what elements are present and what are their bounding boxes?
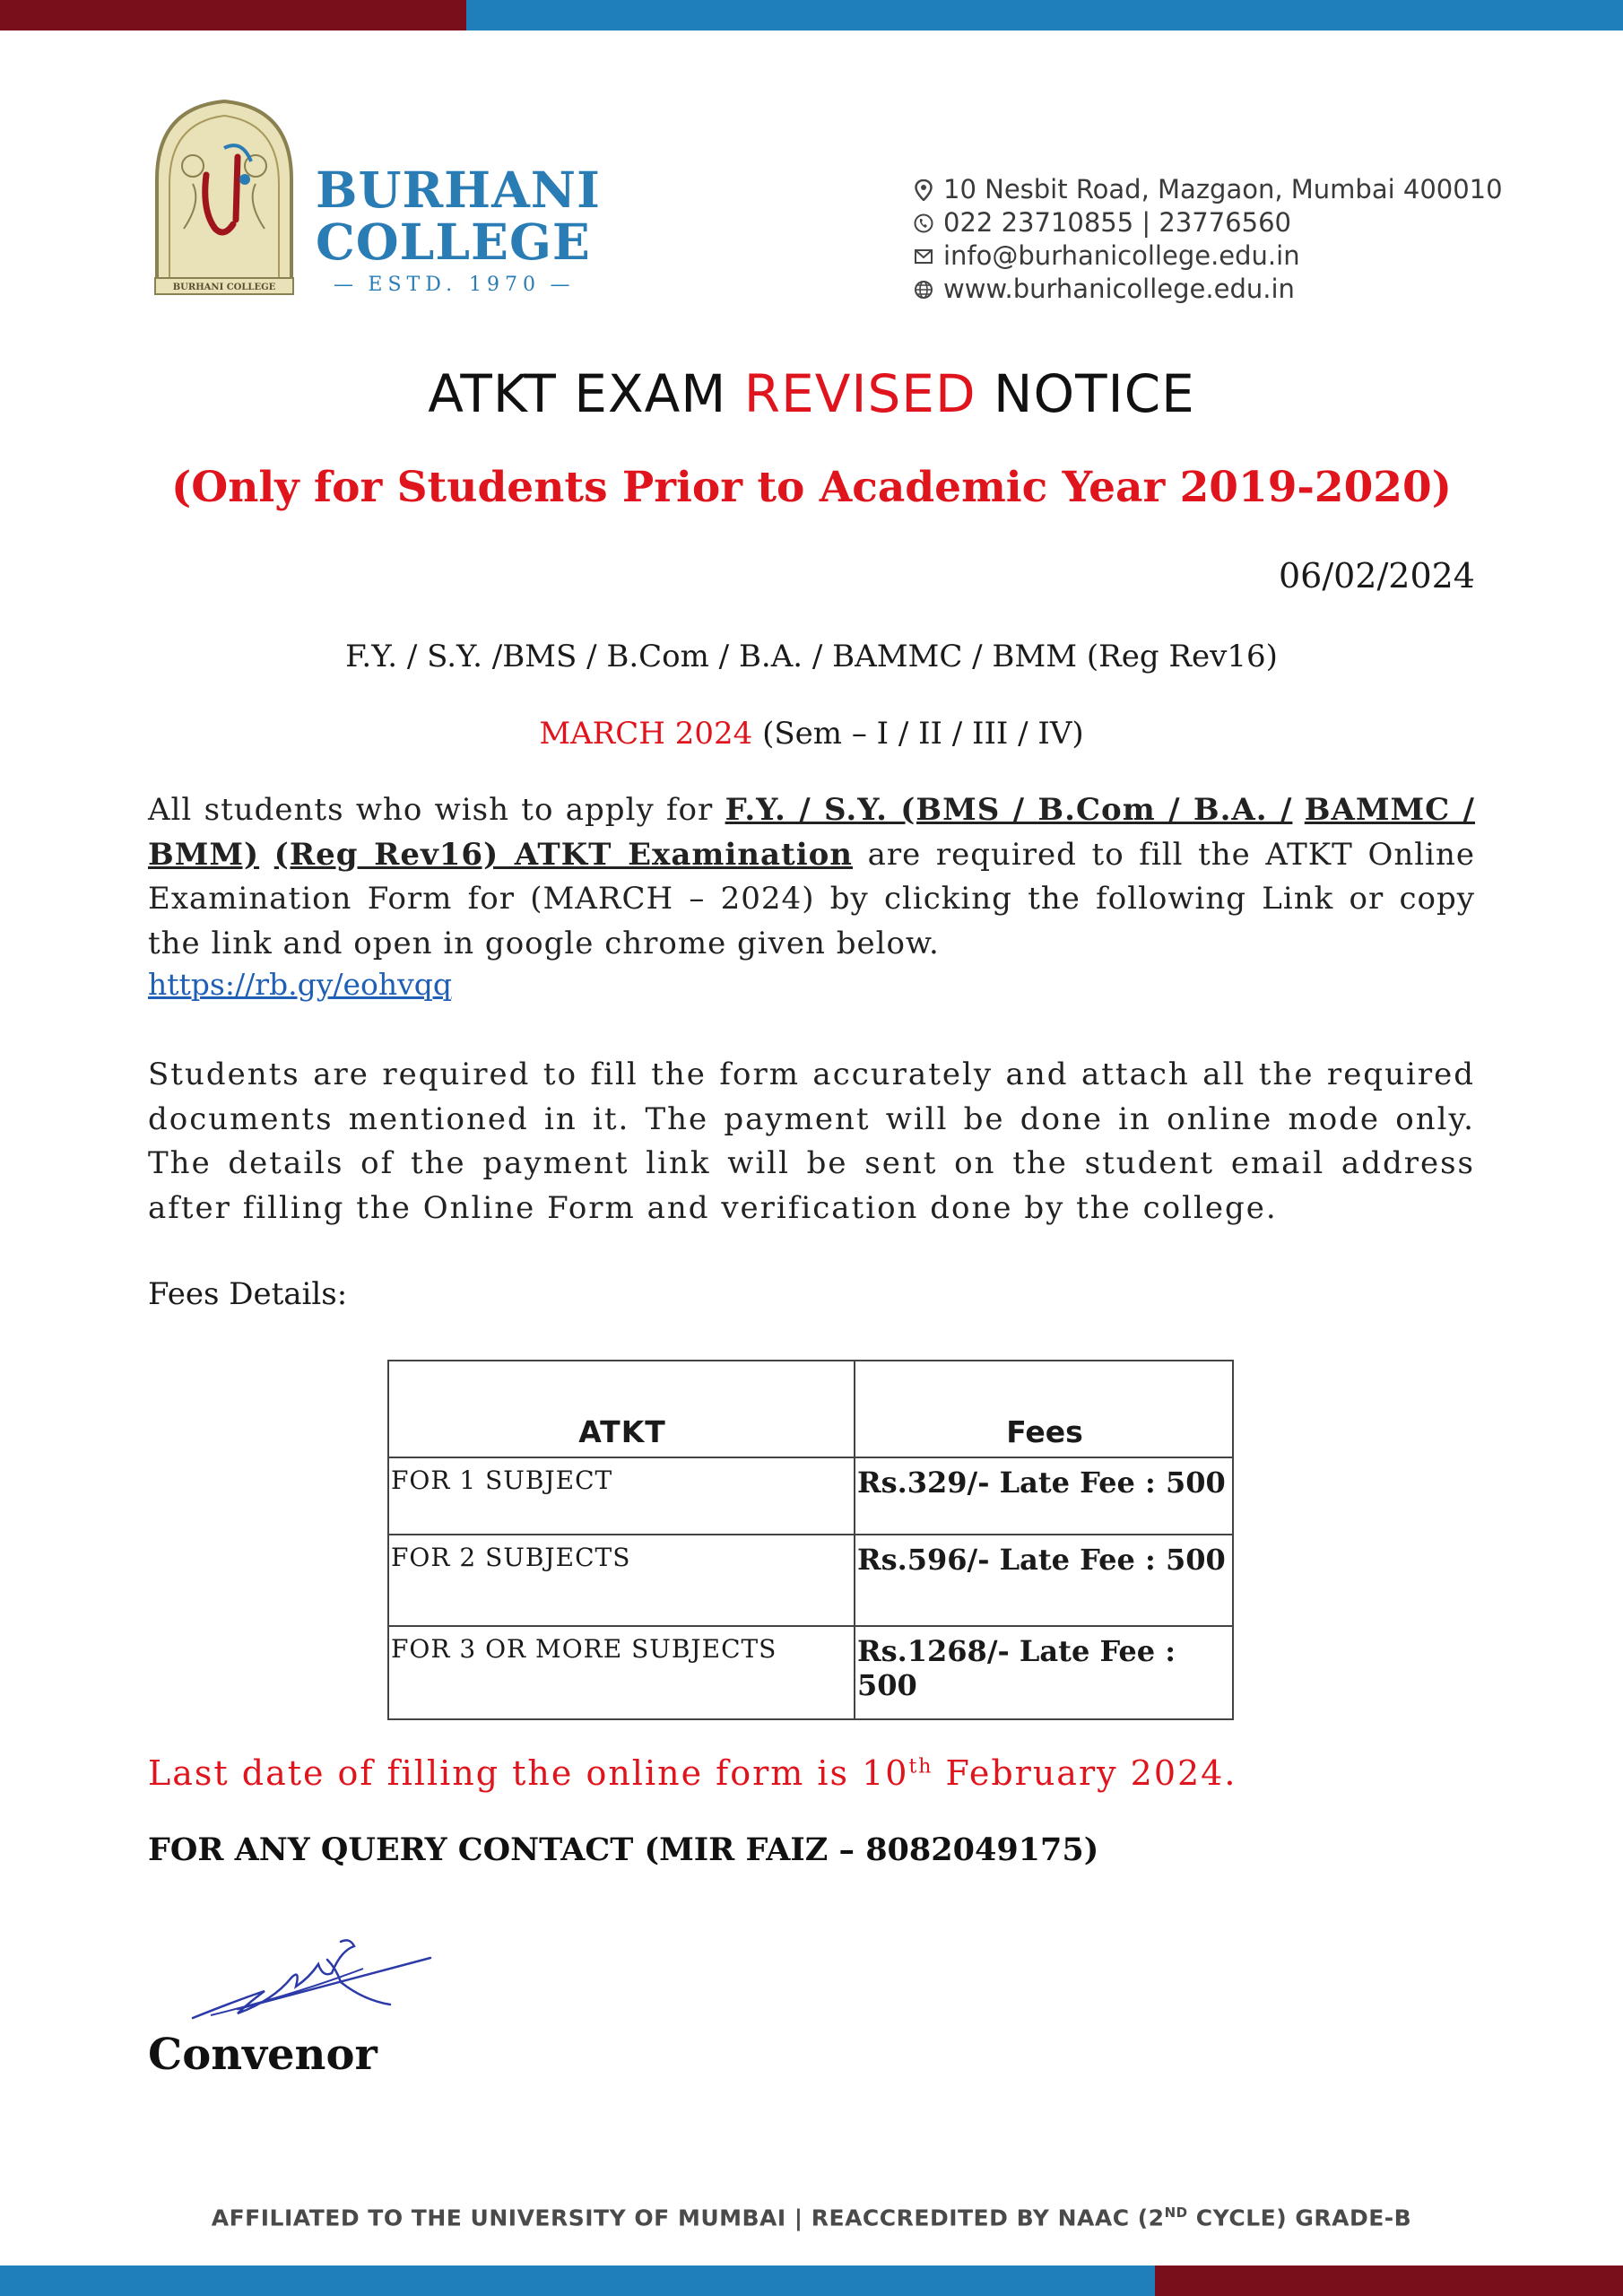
para1-pre: All students who wish to apply for (148, 792, 725, 828)
top-band-red (0, 0, 466, 30)
address-row (913, 173, 1503, 206)
contact-block (913, 173, 1503, 306)
footer-sup: ND (1164, 2205, 1188, 2221)
established-year: — ESTD. 1970 — (334, 274, 576, 296)
last-date-sup: th (908, 1755, 933, 1779)
table-cell (855, 1457, 1233, 1535)
email-row (913, 239, 1503, 273)
table-row (388, 1457, 1233, 1535)
fee-amount: Rs.596/- Late Fee : 500 (857, 1543, 1226, 1577)
table-cell (388, 1626, 855, 1719)
exam-semesters: (Sem – I / II / III / IV) (752, 716, 1084, 752)
signature-image (184, 1915, 435, 2036)
table-row (388, 1626, 1233, 1719)
email-text: info@burhanicollege.edu.in (943, 240, 1300, 271)
para1-bold-3: (Reg Rev16) ATKT Examination (273, 836, 854, 873)
table-cell (388, 1535, 855, 1626)
mail-icon (913, 246, 934, 267)
title-highlight: REVISED (743, 363, 976, 424)
exam-month-line (0, 716, 1623, 752)
notice-date: 06/02/2024 (1278, 556, 1475, 596)
top-band-blue (466, 0, 1623, 30)
address-text: 10 Nesbit Road, Mazgaon, Mumbai 400010 (943, 174, 1503, 204)
para1-bold-2: BAMMC / BMM) (148, 792, 1475, 873)
bottom-band-red (1155, 2266, 1623, 2296)
query-contact: FOR ANY QUERY CONTACT (MIR FAIZ – 8082049175) (148, 1831, 1099, 1868)
para1-bold-1: F.Y. / S.Y. (BMS / B.Com / B.A. / (725, 792, 1293, 828)
college-name-line1: BURHANI (316, 161, 601, 219)
courses-line: F.Y. / S.Y. /BMS / B.Com / B.A. / BAMMC / BMM (Reg Rev16) (345, 639, 1278, 674)
location-pin-icon (913, 179, 934, 201)
table-cell (388, 1457, 855, 1535)
bottom-band-blue (0, 2266, 1155, 2296)
table-header-row (388, 1361, 1233, 1457)
footer-affiliation (0, 2205, 1623, 2231)
payment-paragraph: Students are required to fill the form accurately and attach all the required documents mentioned in it. The payment will be done in online mode only. The details of the payment link will be sent on the student email address after filling the Online Form and verification done by the college. (148, 1057, 1475, 1226)
instructions-paragraph (148, 788, 1475, 966)
notice-title (0, 363, 1623, 424)
phone-icon (913, 213, 934, 234)
fees-table (387, 1360, 1234, 1720)
signatory-title: Convenor (148, 2030, 378, 2080)
subject-count: FOR 1 SUBJECT (391, 1465, 613, 1495)
table-cell (855, 1535, 1233, 1626)
notice-subtitle: (Only for Students Prior to Academic Year 2019-2020) (171, 463, 1452, 512)
phone-row (913, 206, 1503, 239)
globe-icon (913, 279, 934, 300)
exam-month: MARCH 2024 (539, 716, 753, 752)
table-row (388, 1535, 1233, 1626)
footer-pre: AFFILIATED TO THE UNIVERSITY OF MUMBAI | REACCREDITED BY NAAC (2 (211, 2205, 1165, 2231)
estd-text: ESTD. 1970 (368, 274, 542, 296)
last-date-notice (148, 1753, 1237, 1793)
fees-label: Fees Details: (148, 1276, 348, 1312)
college-logo (139, 94, 309, 300)
fee-amount: Rs.329/- Late Fee : 500 (857, 1465, 1226, 1500)
form-link[interactable]: https://rb.gy/eohvqq (148, 967, 453, 1002)
website-row (913, 273, 1503, 306)
subject-count: FOR 3 OR MORE SUBJECTS (391, 1634, 777, 1664)
college-name (316, 161, 601, 271)
phone-text: 022 23710855 | 23776560 (943, 207, 1291, 238)
subject-count: FOR 2 SUBJECTS (391, 1543, 631, 1572)
table-cell (855, 1626, 1233, 1719)
logo-caption: BURHANI COLLEGE (172, 283, 276, 292)
title-post: NOTICE (976, 363, 1195, 424)
college-name-line2: COLLEGE (316, 213, 591, 271)
footer-post: CYCLE) GRADE-B (1187, 2205, 1412, 2231)
fee-amount: Rs.1268/- Late Fee : 500 (857, 1634, 1176, 1702)
title-pre: ATKT EXAM (428, 363, 744, 424)
website-text: www.burhanicollege.edu.in (943, 274, 1295, 304)
last-date-pre: Last date of filling the online form is 10 (148, 1753, 909, 1793)
para1-post: are required to fill the ATKT Online Examination Form for (MARCH – 2024) by clicking the following Link or copy the link and open in google chrome given below. (148, 836, 1476, 961)
header-atkt: ATKT (388, 1361, 855, 1457)
last-date-post: February 2024. (933, 1753, 1237, 1793)
header-fees: Fees (855, 1361, 1233, 1457)
